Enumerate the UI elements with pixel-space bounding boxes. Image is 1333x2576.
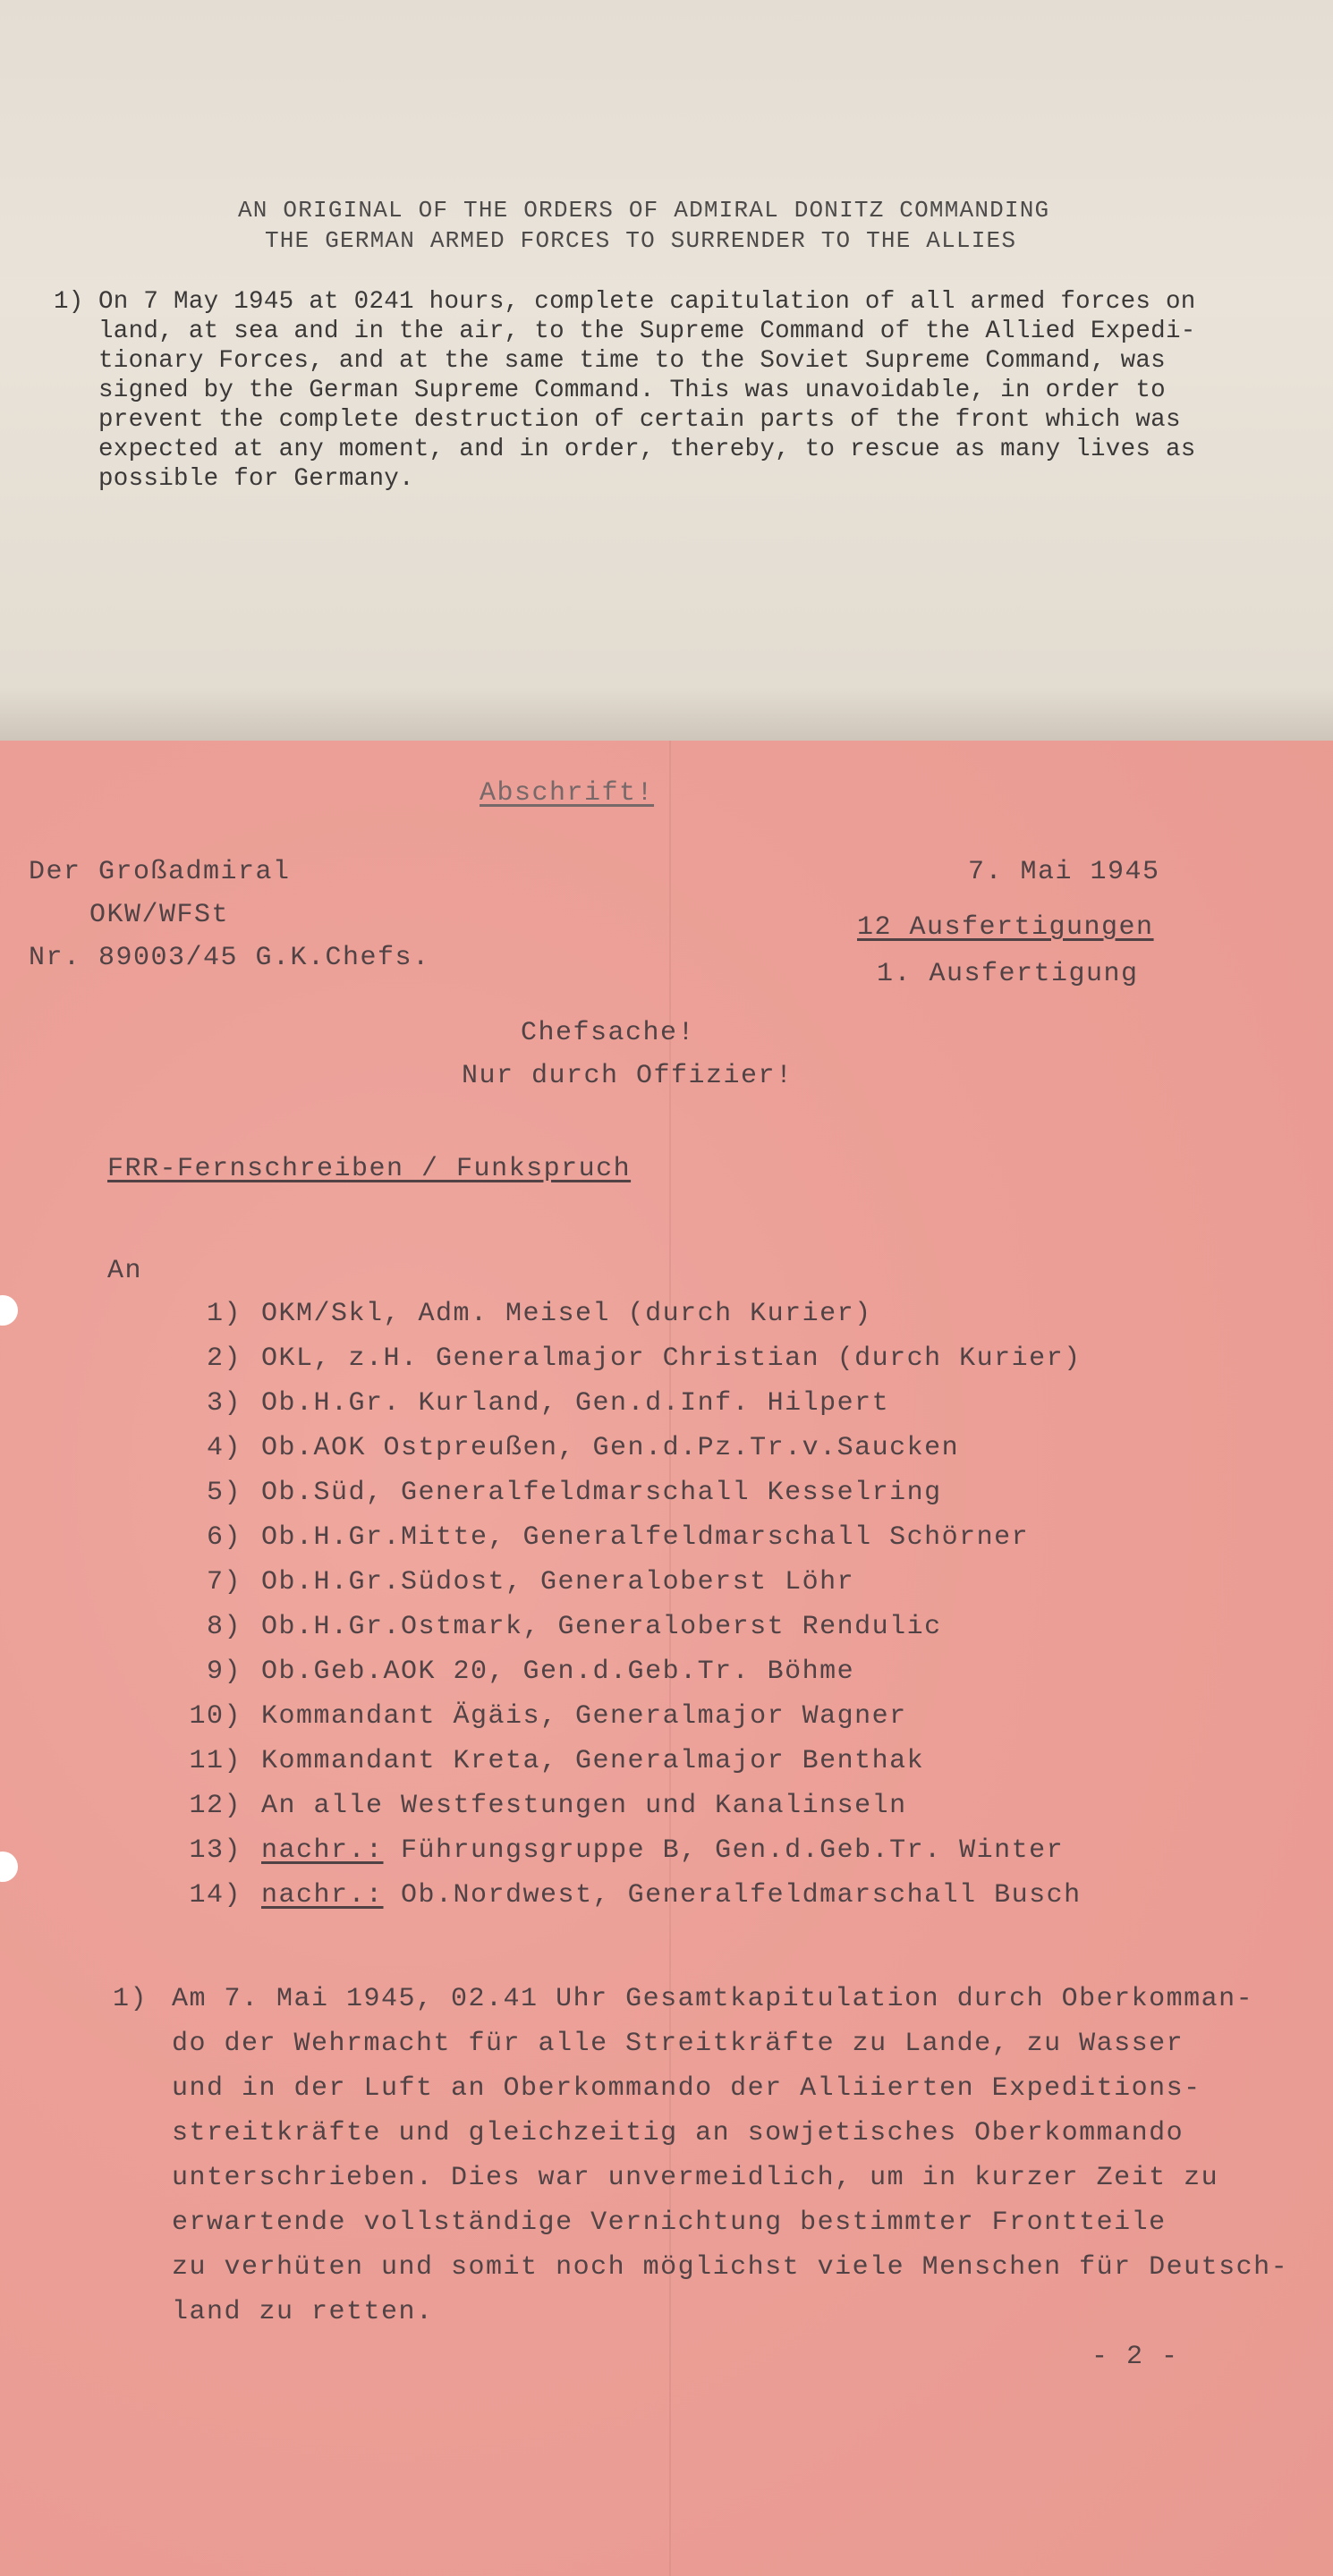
paragraph-line-2: land, at sea and in the air, to the Supreme Command of the Allied Expedi- (98, 318, 1196, 345)
body-line-2: do der Wehrmacht für alle Streitkräfte zu Lande, zu Wasser (172, 2029, 1184, 2059)
recipient-text: Ob.H.Gr.Mitte, Generalfeldmarschall Schörner (261, 1522, 1030, 1553)
heading-line-1: AN ORIGINAL OF THE ORDERS OF ADMIRAL DONITZ COMMANDING (238, 197, 1050, 224)
recipient-number: 6) (206, 1522, 242, 1553)
copy-number: 1. Ausfertigung (877, 959, 1139, 989)
recipient-text: Ob.H.Gr. Kurland, Gen.d.Inf. Hilpert (261, 1388, 890, 1419)
recipient-number: 8) (206, 1612, 242, 1642)
paragraph-line-3: tionary Forces, and at the same time to the Soviet Supreme Command, was (98, 347, 1166, 375)
recipient-text: OKL, z.H. Generalmajor Christian (durch Kurier) (261, 1343, 1082, 1374)
recipient-text: OKM/Skl, Adm. Meisel (durch Kurier) (261, 1299, 872, 1329)
page-marker: - 2 - (1091, 2342, 1179, 2372)
recipient-number: 4) (206, 1433, 242, 1463)
body-line-7: zu verhüten und somit noch möglichst viele Menschen für Deutsch- (172, 2252, 1289, 2283)
recipient-detail: Führungsgruppe B, Gen.d.Geb.Tr. Winter (383, 1835, 1065, 1866)
copies-total: 12 Ausfertigungen (857, 912, 1154, 943)
recipient-number: 9) (206, 1657, 242, 1687)
body-line-5: unterschrieben. Dies war unvermeidlich, um in kurzer Zeit zu (172, 2163, 1219, 2193)
recipient-detail: Ob.Nordwest, Generalfeldmarschall Busch (383, 1880, 1082, 1911)
sheet-shadow (0, 687, 1333, 741)
body-line-4: streitkräfte und gleichzeitig an sowjetisches Oberkommando (172, 2118, 1184, 2148)
fold-crease (669, 741, 671, 2576)
recipient-number: 12) (189, 1791, 242, 1821)
recipient-number: 3) (206, 1388, 242, 1419)
recipient-number: 14) (189, 1880, 242, 1911)
sender-line-1: Der Großadmiral (29, 857, 291, 887)
classification-line-2: Nur durch Offizier! (462, 1061, 794, 1091)
recipient-text (261, 1880, 1082, 1911)
order-date: 7. Mai 1945 (968, 857, 1160, 887)
recipient-text: Ob.Geb.AOK 20, Gen.d.Geb.Tr. Böhme (261, 1657, 855, 1687)
recipient-text (261, 1835, 1064, 1866)
recipient-number: 2) (206, 1343, 242, 1374)
body-number: 1) (113, 1984, 149, 2014)
heading-line-2: THE GERMAN ARMED FORCES TO SURRENDER TO THE ALLIES (265, 227, 1017, 254)
recipient-number: 11) (189, 1746, 242, 1776)
classification-line-1: Chefsache! (521, 1018, 696, 1048)
recipient-number: 7) (206, 1567, 242, 1597)
body-line-1: Am 7. Mai 1945, 02.41 Uhr Gesamtkapitulation durch Oberkomman- (172, 1984, 1254, 2014)
body-line-8: land zu retten. (172, 2297, 434, 2327)
body-line-6: erwartende vollständige Vernichtung bestimmter Frontteile (172, 2207, 1167, 2238)
copy-label: Abschrift! (480, 778, 655, 809)
paragraph-line-5: prevent the complete destruction of certain parts of the front which was (98, 406, 1181, 434)
body-line-3: und in der Luft an Oberkommando der Alliierten Expeditions- (172, 2073, 1201, 2104)
addressee-label: An (107, 1256, 143, 1286)
recipient-text: Ob.Süd, Generalfeldmarschall Kesselring (261, 1478, 942, 1508)
recipient-number: 5) (206, 1478, 242, 1508)
recipient-number: 13) (189, 1835, 242, 1866)
recipient-text: An alle Westfestungen und Kanalinseln (261, 1791, 907, 1821)
recipient-text: Ob.H.Gr.Ostmark, Generaloberst Rendulic (261, 1612, 942, 1642)
sender-line-2: OKW/WFSt (89, 900, 230, 930)
paragraph-line-4: signed by the German Supreme Command. This was unavoidable, in order to (98, 377, 1166, 404)
info-prefix: nachr.: (261, 1835, 384, 1866)
translation-sheet (0, 0, 1333, 741)
recipient-number: 1) (206, 1299, 242, 1329)
info-prefix: nachr.: (261, 1880, 384, 1911)
recipient-text: Kommandant Ägäis, Generalmajor Wagner (261, 1701, 907, 1732)
paragraph-line-1: On 7 May 1945 at 0241 hours, complete capitulation of all armed forces on (98, 288, 1196, 316)
paragraph-line-7: possible for Germany. (98, 465, 414, 493)
transmission-type: FRR-Fernschreiben / Funkspruch (107, 1154, 632, 1184)
original-order-sheet (0, 741, 1333, 2576)
paragraph-line-6: expected at any moment, and in order, thereby, to rescue as many lives as (98, 436, 1196, 463)
paragraph-number: 1) (54, 288, 84, 316)
recipient-number: 10) (189, 1701, 242, 1732)
recipient-text: Ob.AOK Ostpreußen, Gen.d.Pz.Tr.v.Saucken (261, 1433, 960, 1463)
recipient-text: Ob.H.Gr.Südost, Generaloberst Löhr (261, 1567, 855, 1597)
reference-number: Nr. 89003/45 G.K.Chefs. (29, 943, 430, 973)
recipient-text: Kommandant Kreta, Generalmajor Benthak (261, 1746, 925, 1776)
